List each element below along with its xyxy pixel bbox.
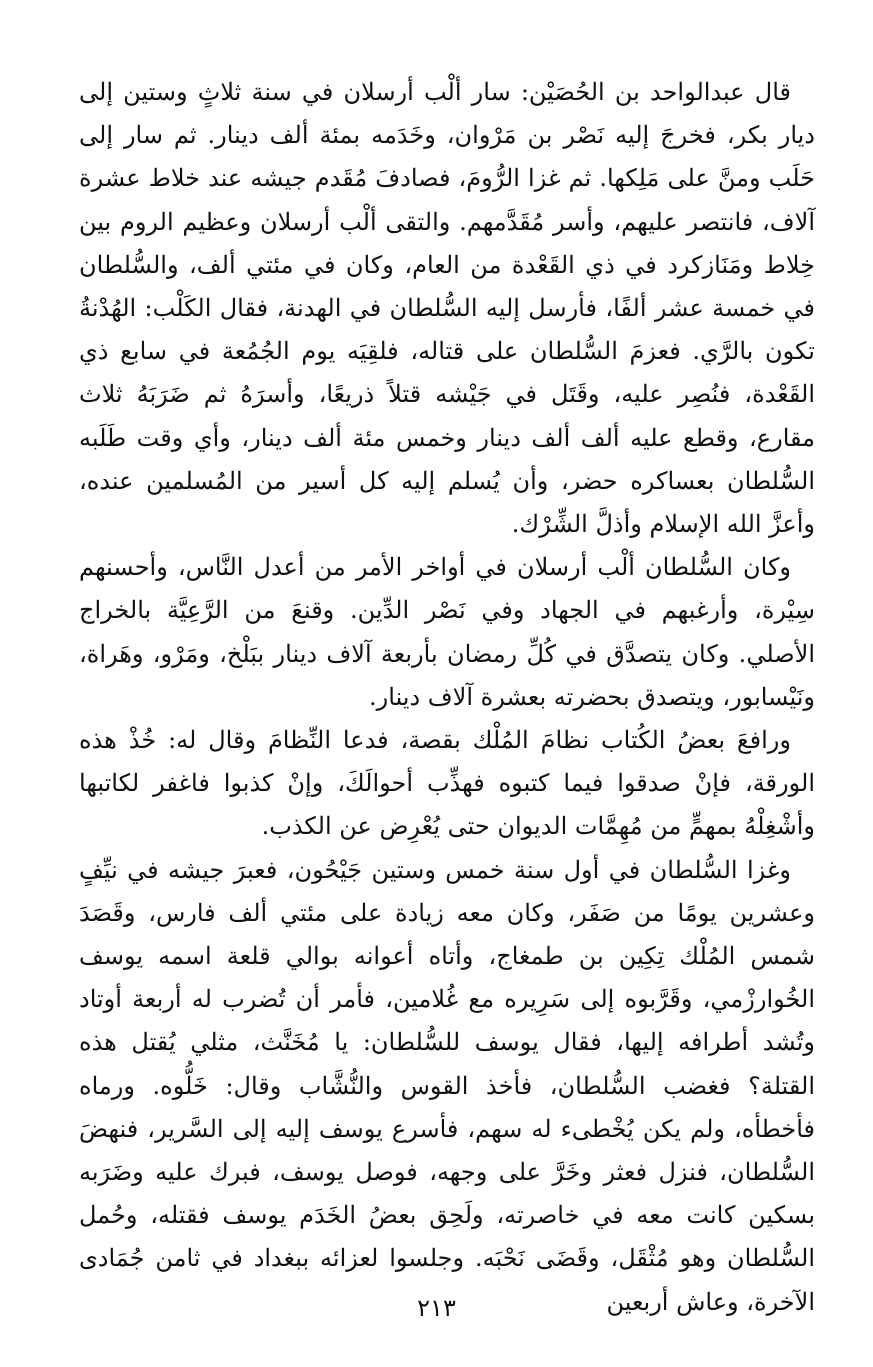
paragraph-alp-arslan-campaign: قال عبدالواحد بن الحُصَيْن: سار ألْب أرسلان في سنة ثلاثٍ وستين إلى ديار بكر، فخرجَ إليه نَصْر بن مَرْوان، وخَدَمه بمئة ألف دينار. ثم سار إلى حَلَب ومنَّ على مَلِكها. ثم غزا الرُّومَ، فصادفَ مُقَدم جيشه عند خلاط عشرة آلاف، فانتصر عليهم، وأسر مُقَدَّمهم. والتقى ألْب أرسلان وعظيم الروم بين خِلاط ومَنَازكرد في ذي القَعْدة من العام، وكان في مئتي ألف، والسُّلطان في خمسة عشر ألفًا، فأرسل إليه السُّلطان في الهدنة، فقال الكَلْب: الهُدْنةُ تكون بالرَّي. فعزمَ السُّلطان على قتاله، فلقِيَه يوم الجُمُعة في سابع ذي القَعْدة، فنُصِر عليه، وقَتَل في جَيْشه قتلاً ذريعًا، وأسرَهُ ثم ضَرَبَهُ ثلاث مقارع، وقطع عليه ألف ألف دينار وخمس مئة ألف دينار، وأي وقت طَلَبه السُّلطان بعساكره حضر، وأن يُسلم إليه كل أسير من المُسلمين عنده، وأعزَّ الله الإسلام وأذلَّ الشِّرْك. [79,78,815,539]
paragraph-jayhun-campaign: وغزا السُّلطان في أول سنة خمس وستين جَيْحُون، فعبرَ جيشه في نيِّفٍ وعشرين يومًا من صَفَر، وكان معه زيادة على مئتي ألف فارس، وقَصَدَ شمس المُلْك تِكِين بن طمغاج، وأتاه أعوانه بوالي قلعة اسمه يوسف الخُوارزْمي، وقَرَّبوه إلى سَرِيره مع غُلامين، فأمر أن تُضرب له أربعة أوتاد وتُشد أطرافه إليها، فقال يوسف للسُّلطان: يا مُخَنَّث، مثلي يُقتل هذه القتلة؟ فغضب السُّلطان، فأخذ القوس والنُّشَّاب وقال: خَلُّوه. ورماه فأخطأه، ولم يكن يُخْطىء له سهم، فأسرع يوسف إليه إلى السَّرير، فنهضَ السُّلطان، فنزل فعثر وخَرَّ على وجهه، فوصل يوسف، فبرك عليه وضَرَبه بسكين كانت معه في خاصرته، ولَحِق بعضُ الخَدَم يوسف فقتله، وحُمل السُّلطان وهو مُثْقَل، وقَضَى نَحْبَه. وجلسوا لعزائه ببغداد في ثامن جُمَادى الآخرة، وعاش أربعين [79,855,816,1316]
page-number: ٢١٣ [417,1294,456,1322]
paragraph-nizam-al-mulk: ورافعَ بعضُ الكُتاب نظامَ المُلْك بقصة، فدعا النِّظامَ وقال له: خُذْ هذه الورقة، فإنْ صدقوا فيما كتبوه فهذِّب أحوالَكَ، وإنْ كذبوا فاغفر لكاتبها وأشْغِلْهُ بمهمٍّ من مُهِمَّات الديوان حتى يُعْرِض عن الكذب. [79,726,815,841]
paragraph-sultan-justice: وكان السُّلطان ألْب أرسلان في أواخر الأمر من أعدل النَّاس، وأحسنهم سِيْرة، وأرغبهم في الجهاد وفي نَصْر الدِّين. وقنعَ من الرَّعِيَّة بالخراج الأصلي. وكان يتصدَّق في كُلِّ رمضان بأربعة آلاف دينار ببَلْخ، ومَرْو، وهَراة، ونَيْسابور، ويتصدق بحضرته بعشرة آلاف دينار. [79,553,815,711]
